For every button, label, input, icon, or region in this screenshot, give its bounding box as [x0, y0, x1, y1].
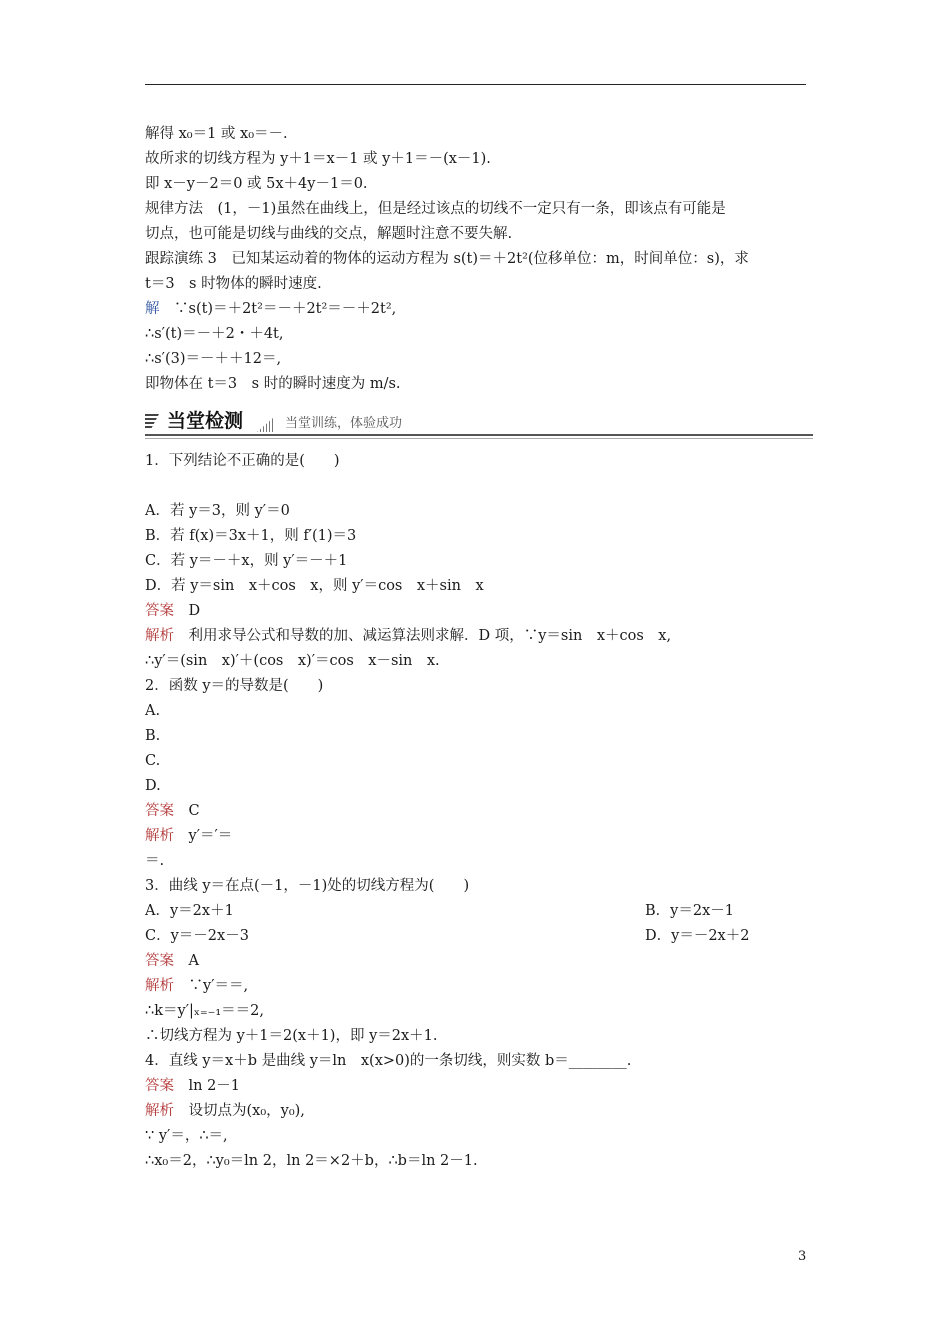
line-label: 解析	[145, 978, 174, 994]
line-text: 切点，也可能是切线与曲线的交点，解题时注意不要失解.	[145, 226, 513, 242]
line-label: 答案	[145, 603, 174, 619]
text-line	[145, 901, 234, 921]
text-line	[645, 901, 734, 921]
text-line	[145, 626, 671, 646]
text-line	[145, 374, 401, 394]
line-text: 设切点为(x₀，y₀),	[174, 1103, 305, 1119]
line-text: 1．下列结论不正确的是( )	[145, 453, 340, 469]
line-text: ∵s(t)＝＋2t²＝－＋2t²＝－＋2t²,	[159, 301, 397, 317]
text-line	[145, 726, 160, 746]
line-text: ∵ y′＝，∴＝,	[145, 1128, 228, 1144]
text-line	[145, 776, 161, 796]
text-line	[145, 174, 368, 194]
line-text: ∴x₀＝2，∴y₀＝ln 2，ln 2＝×2＋b，∴b＝ln 2－1.	[145, 1153, 478, 1169]
line-text: B．y＝2x－1	[645, 903, 734, 919]
text-line	[145, 249, 749, 269]
text-line	[145, 1051, 631, 1071]
text-line	[145, 324, 284, 344]
text-line	[145, 1026, 438, 1046]
line-text: 跟踪演练 3 已知某运动着的物体的运动方程为 s(t)＝＋2t²(位移单位：m，时间单位：s)，求	[145, 251, 749, 267]
line-text: B.	[145, 728, 161, 744]
line-text: C.	[145, 753, 161, 769]
text-line	[145, 551, 347, 571]
section-header	[145, 408, 813, 436]
line-label: 解析	[145, 628, 174, 644]
text-line	[145, 651, 440, 671]
line-text: C	[174, 803, 200, 819]
line-text: y′＝′＝	[174, 828, 233, 844]
header-rule	[145, 84, 806, 85]
line-text: 2．函数 y＝的导数是( )	[145, 678, 324, 694]
line-text: ∴y′＝(sin x)′＋(cos x)′＝cos x－sin x.	[145, 653, 440, 669]
line-text: 规律方法 (1，－1)虽然在曲线上，但是经过该点的切线不一定只有一条，即该点有可能是	[145, 201, 726, 217]
line-text: ∵y′＝＝,	[174, 978, 249, 994]
line-text: 4．直线 y＝x＋b 是曲线 y＝ln x(x>0)的一条切线，则实数 b＝________.	[145, 1053, 632, 1069]
line-text: D．若 y＝sin x＋cos x，则 y′＝cos x＋sin x	[145, 578, 484, 594]
text-line	[145, 451, 340, 471]
line-text: D.	[145, 778, 161, 794]
line-text: 故所求的切线方程为 y＋1＝x－1 或 y＋1＝－(x－1).	[145, 151, 491, 167]
text-line	[145, 801, 200, 821]
line-text: ＝.	[145, 853, 165, 869]
section-rule-thin	[145, 438, 813, 439]
text-line	[145, 576, 484, 596]
line-label: 答案	[145, 1078, 174, 1094]
page-number: 3	[798, 1249, 807, 1264]
text-line	[145, 1076, 240, 1096]
text-line	[145, 976, 248, 996]
line-text: D	[174, 603, 201, 619]
text-line	[145, 501, 290, 521]
line-text: 解得 x₀＝1 或 x₀＝－.	[145, 126, 288, 142]
text-line	[645, 926, 749, 946]
text-line	[145, 1151, 478, 1171]
line-text: C．若 y＝－＋x，则 y′＝－＋1	[145, 553, 348, 569]
line-text: C．y＝－2x－3	[145, 928, 249, 944]
line-text: ∴切线方程为 y＋1＝2(x＋1)，即 y＝2x＋1.	[145, 1028, 438, 1044]
line-text: 利用求导公式和导数的加、减运算法则求解．D 项，∵y＝sin x＋cos x,	[174, 628, 672, 644]
line-label: 答案	[145, 953, 174, 969]
line-text: B．若 f(x)＝3x＋1，则 f′(1)＝3	[145, 528, 357, 544]
text-line	[145, 349, 281, 369]
line-text: 3．曲线 y＝在点(－1，－1)处的切线方程为( )	[145, 878, 470, 894]
text-line	[145, 826, 232, 846]
line-label: 解析	[145, 1103, 174, 1119]
text-line	[145, 1001, 264, 1021]
section-stripes-icon	[145, 414, 159, 430]
line-label: 解	[145, 301, 160, 317]
line-text: A．y＝2x＋1	[145, 903, 234, 919]
text-line	[145, 124, 288, 144]
text-line	[145, 1126, 228, 1146]
text-line	[145, 1101, 305, 1121]
text-line	[145, 149, 491, 169]
section-rule	[145, 434, 813, 436]
text-line	[145, 751, 160, 771]
line-text: A.	[145, 703, 161, 719]
line-text: A	[174, 953, 199, 969]
line-text: ln 2－1	[174, 1078, 241, 1094]
text-line	[145, 274, 322, 294]
line-label: 答案	[145, 803, 174, 819]
text-line	[145, 199, 726, 219]
text-line	[145, 701, 160, 721]
text-line	[145, 224, 512, 244]
text-line	[145, 601, 200, 621]
line-text: ∴s′(3)＝－＋＋12＝,	[145, 351, 282, 367]
section-title: 当堂检测	[167, 410, 244, 432]
text-line	[145, 926, 249, 946]
line-text: A．若 y＝3，则 y′＝0	[145, 503, 290, 519]
line-text: ∴k＝y′|ₓ₌₋₁＝＝2,	[145, 1003, 264, 1019]
text-line	[145, 299, 396, 319]
text-line	[145, 876, 469, 896]
line-text: 即物体在 t＝3 s 时的瞬时速度为 m/s.	[145, 376, 401, 392]
text-line	[145, 676, 323, 696]
line-text: ∴s′(t)＝－＋2・＋4t,	[145, 326, 284, 342]
line-label: 解析	[145, 828, 174, 844]
text-line	[145, 526, 356, 546]
line-text: D．y＝－2x＋2	[645, 928, 750, 944]
text-line	[145, 851, 164, 871]
section-triangle-icon	[257, 418, 273, 432]
line-text: 即 x－y－2＝0 或 5x＋4y－1＝0.	[145, 176, 368, 192]
section-subtitle: 当堂训练，体验成功	[285, 416, 403, 431]
text-line	[145, 951, 199, 971]
line-text: t＝3 s 时物体的瞬时速度.	[145, 276, 322, 292]
